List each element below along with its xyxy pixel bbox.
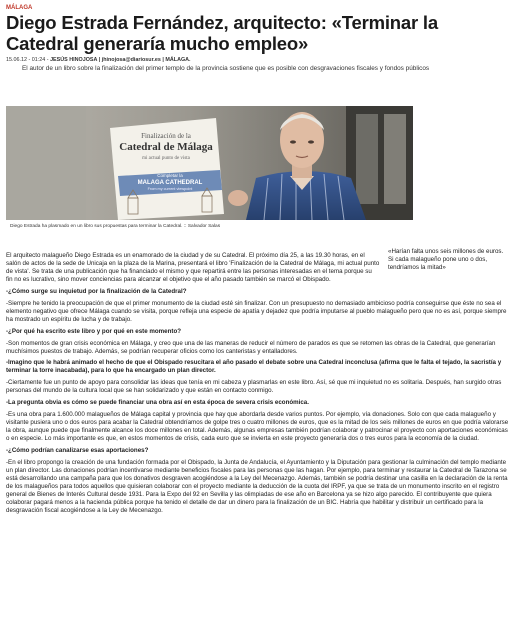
answer-3: -Ciertamente fue un punto de apoyo para consolidar las ideas que tenía en mi cabeza y plasmarlas en este libro. Así, sé que mi inquietud no es solitaria. Después, han surgido otras personas del mundo de la cultura local que se han solidarizado y que están en contacto conmigo.	[6, 379, 502, 395]
article-intro: El arquitecto malagueño Diego Estrada es un enamorado de la ciudad y de su Catedral. El próximo día 25, a las 19.30 horas, en el salón de actos de la sede de Unicaja en la plaza de la Marina, presentará el libro 'Finalización de la Catedral de Málaga, mi actual punto de vista'. Se trata de una publicación que ha financiado el mismo y que repartirá entre las personas interesadas en el tema porque su fin no es lucrativo, sino mover conciencias para alcanzar el objetivo que el año pasado también se marcó el Obispado.	[6, 252, 380, 283]
question-4: -La pregunta obvia es cómo se puede financiar una obra así en esta época de severa crisis económica.	[6, 399, 309, 407]
question-3: -Imagino que le habrá animado el hecho de que el Obispado resucitara el año pasado el debate sobre una Catedral inconclusa (afirma que le falta el tejado, la sacristía y terminar la torre inacabada), para lo que ha encargado un plan director.	[6, 359, 502, 375]
book-band-line1: Completar la	[157, 173, 183, 178]
question-5: -¿Cómo podrían canalizarse esas aportaciones?	[6, 447, 149, 455]
section-label[interactable]: MÁLAGA	[6, 5, 33, 11]
article-title: Diego Estrada Fernández, arquitecto: «Terminar la Catedral generaría mucho empleo»	[6, 12, 438, 54]
book-title-line1: Finalización de la	[141, 132, 191, 140]
pull-quote: «Harían falta unos seis millones de euros. Si cada malagueño pone uno o dos, tendríamos la mitad»	[388, 248, 504, 271]
answer-4: -Es una obra para 1.600.000 malagueños de Málaga capital y provincia que hay que abordarla desde varios puntos. Por ejemplo, vía donaciones. Solo con que cada malagueño y visitante pusiera uno o dos euros para acabar la Catedral obtendríamos de golpe tres o cuatro millones de euros, que es la mitad de los seis millones de euros en que podría valorarse la obra, aunque puede que finalmente alcance los doce millones en total. Además, algunas empresas también podrían colaborar y patrocinar el proyecto con aportaciones económicas o en especie. Lo más importante es que, en estos momentos de crisis, cada euro que se invierta en este proyecto generaría dos o tres euros para la economía de la ciudad.	[6, 411, 509, 443]
question-2: -¿Por qué ha escrito este libro y por qué en este momento?	[6, 327, 182, 335]
article-meta	[6, 57, 191, 63]
book-title-line2: Catedral de Málaga	[119, 141, 213, 153]
book-cover	[110, 118, 224, 220]
article-author[interactable]: JESÚS HINOJOSA | jhinojosa@diariosur.es |	[50, 57, 164, 63]
article-location: MÁLAGA.	[165, 57, 191, 63]
article-photo	[6, 106, 413, 220]
answer-1: -Siempre he tenido la preocupación de que el primer monumento de la ciudad esté sin finalizar. Con un presupuesto no demasiado ambicioso podría conseguirse que éste no sea el elemento negativo que ofrece Málaga cuando se visita, porque refleja una especie de apatía y dejadez que podría imputarse al pueblo malagueño pero que no es así, porque siempre ha mostrado un espíritu de lucha y de trabajo.	[6, 299, 507, 323]
photo-caption: Diego Estrada ha plasmado en un libro sus propuestas para terminar la Catedral. :: Salvador Salas	[10, 224, 221, 229]
book-band-line2: MALAGA CATHEDRAL	[137, 180, 203, 186]
book-band-line3: From my current viewpoint	[147, 187, 193, 191]
article-subtitle: El autor de un libro sobre la finalización del primer templo de la provincia sostiene que es posible con desgravaciones fiscales y fondos públicos	[22, 65, 430, 72]
answer-2: -Son momentos de gran crisis económica en Málaga, y creo que una de las maneras de reducir el número de parados es que se retomen las obras de la Catedral, que generarían muchísimos puestos de trabajo. Además, se podrían recuperar oficios como los canteristas y entalladores.	[6, 339, 496, 355]
question-1: -¿Cómo surge su inquietud por la finalización de la Catedral?	[6, 287, 187, 295]
book-subtitle: mi actual punto de vista	[142, 156, 190, 161]
article-date: 15.06.12 - 01:24 -	[6, 57, 49, 63]
answer-5: -En el libro propongo la creación de una fundación formada por el Obispado, la Junta de Andalucía, el Ayuntamiento y la Diputación para gestionar la culminación del templo mediante un plan director. Las donaciones podrían incentivarse mediante beneficios fiscales para las personas que las hagan. Por ejemplo, para terminar y restaurar la Catedral de Tarazona se está desarrollando una campaña para que los donativos desgraven acogiéndose a la Ley del Mecenazgo. Además, también se podría destinar una casilla en la declaración de la renta de los malagueños para todos aquellos que quisieran colaborar con el proyecto mediante la deducción de la cuota del IRPF, ya que se trata de un monumento inscrito en el registro general de Bienes de Interés Cultural desde 1931. Para la Expo del 92 en Sevilla y las olimpiadas de ese año en Barcelona ya se hizo algo parecido. El contribuyente que quiera colaborar pagará menos a la hacienda pública porque ha tenido el detalle de dar un dinero para la finalización de un BIC. Habría que habilitar y distribuir un certificado para la desgravación fiscal acogiéndose a la Ley de Mecenazgo.	[6, 459, 508, 514]
